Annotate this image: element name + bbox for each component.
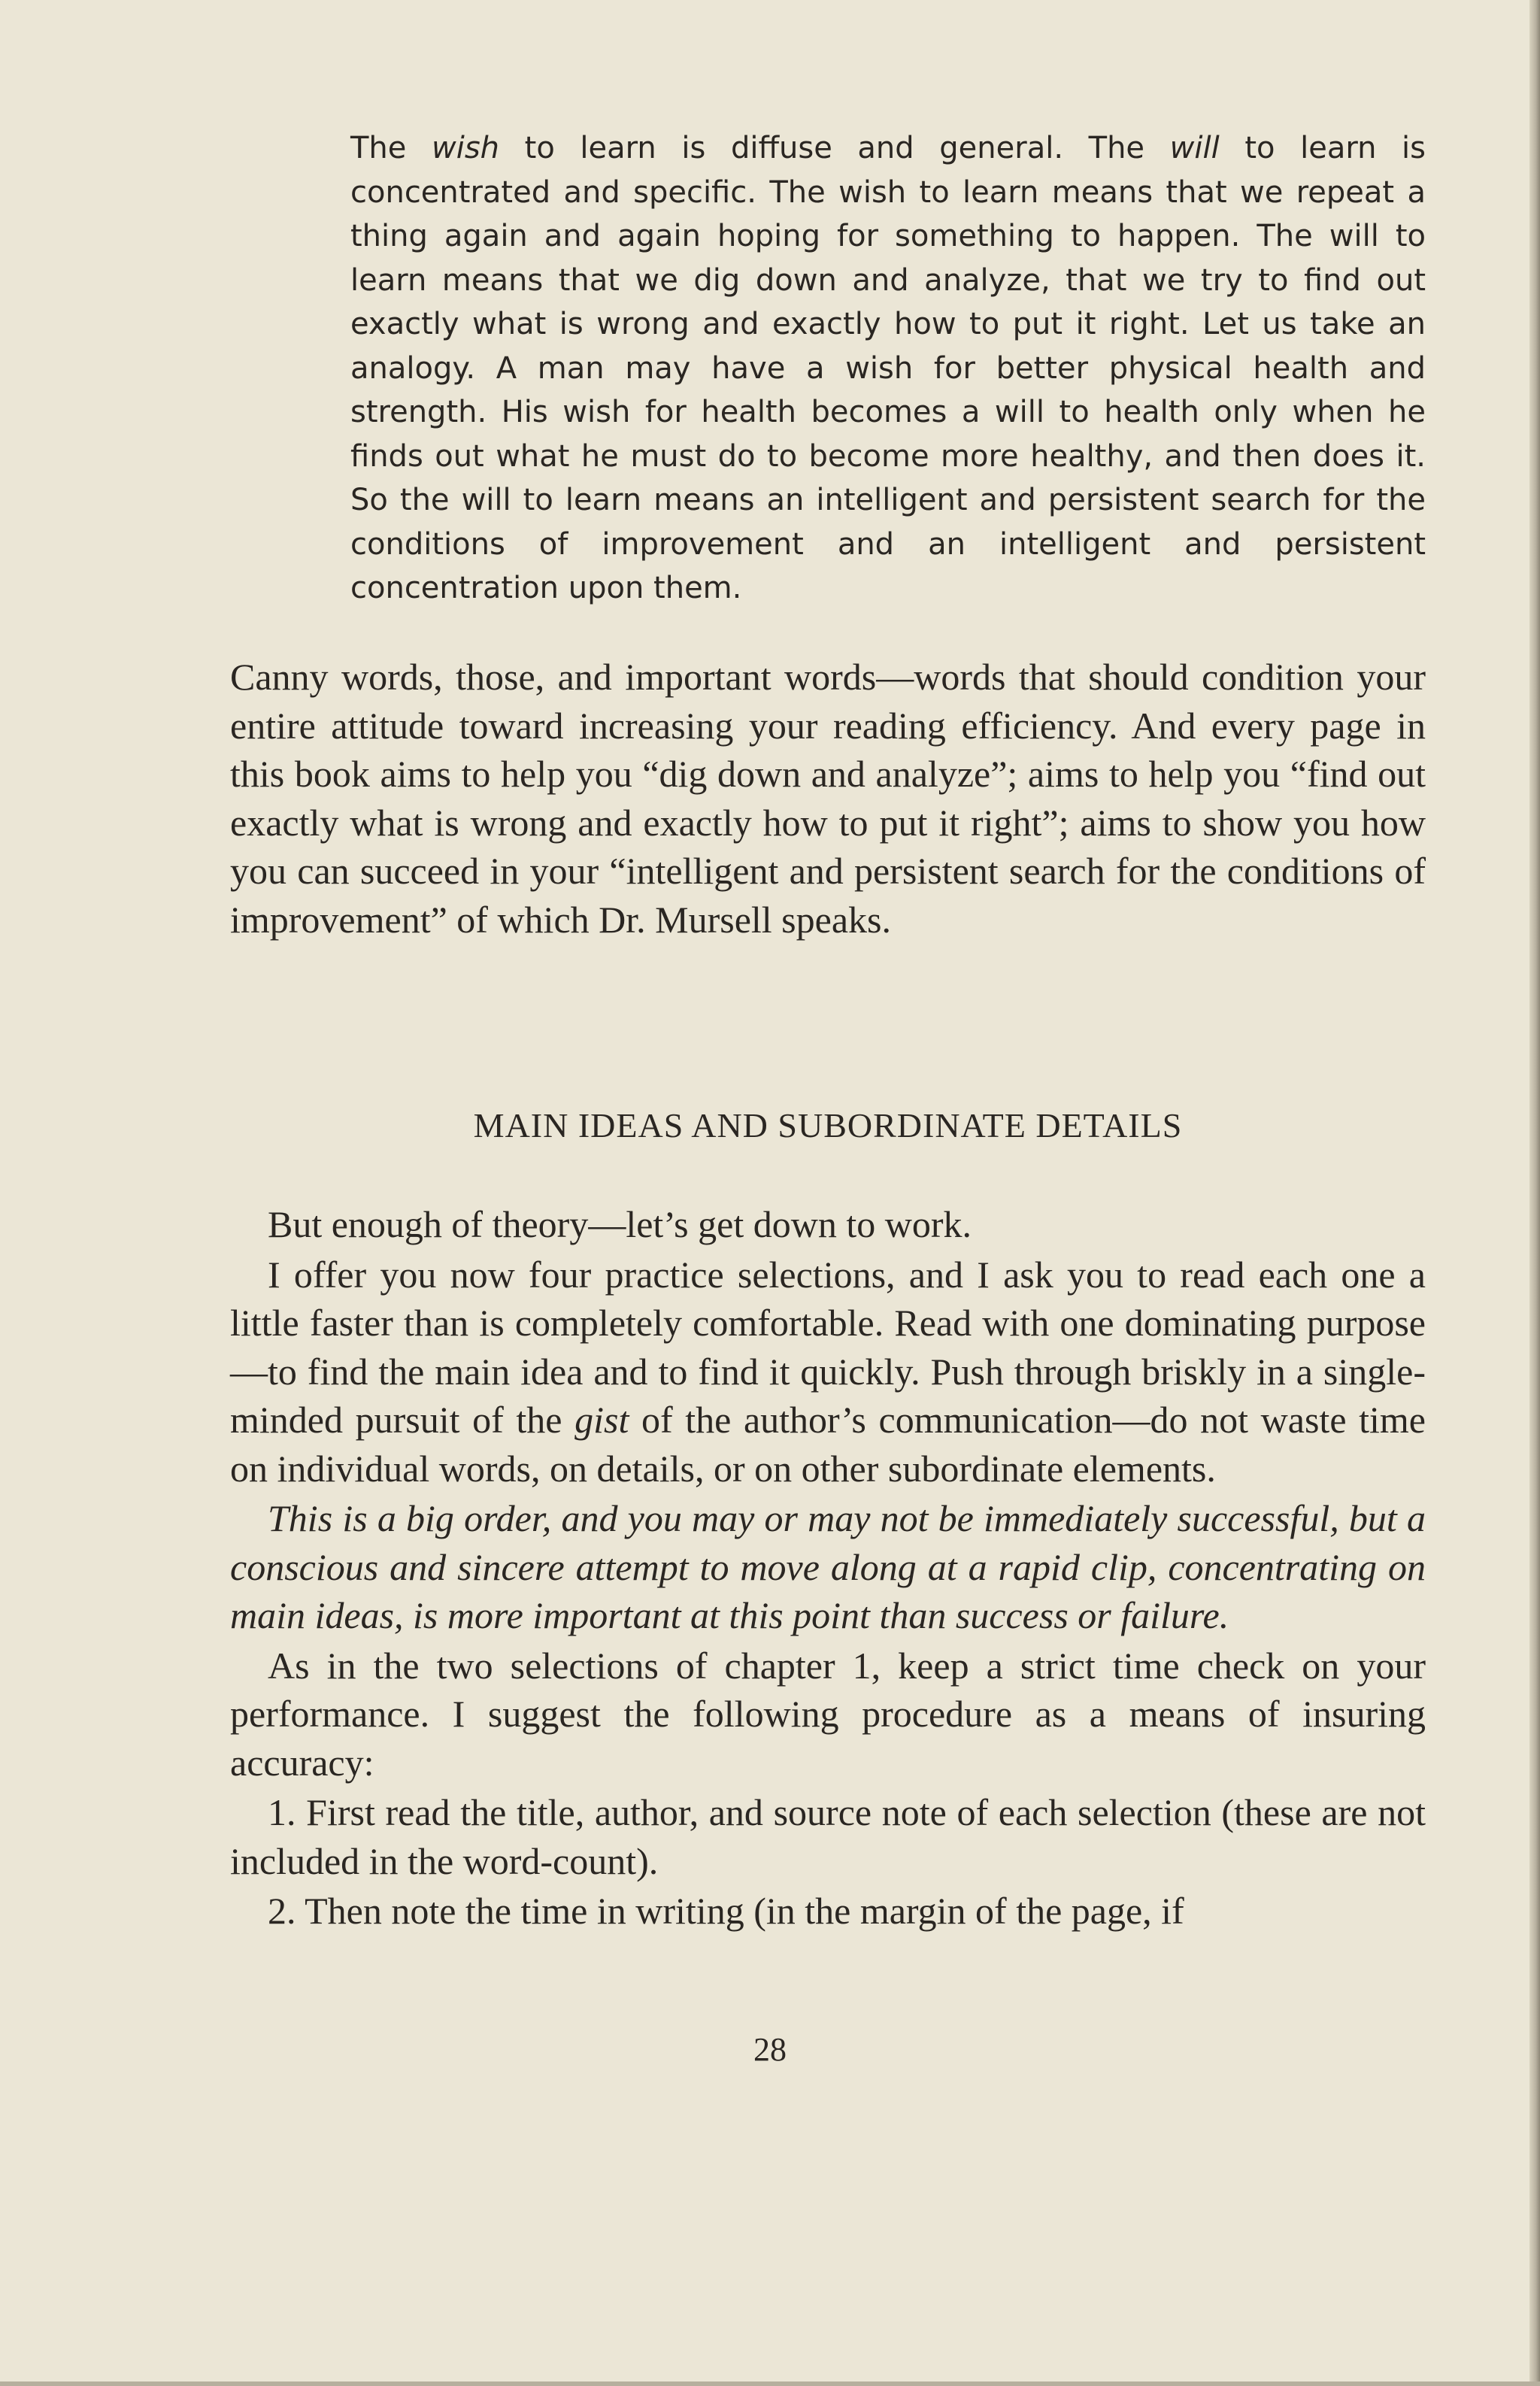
- paragraph-time-check: As in the two selections of chapter 1, keep a strict time check on your performance. I suggest the following procedure as a means of insuring accuracy:: [230, 1644, 1426, 1784]
- quote-seg-3: to learn is diffuse and general. The: [499, 131, 1170, 165]
- quote-seg-5: to learn is concentrated and specific. The wish to learn means that we repeat a thing again and again hoping for something to happen. The will to learn means that we dig down and analyze, that we try to find out exactly what is wrong and exactly how to put it right. Let us take an analogy. A man may have a wish for better physical health and strength. His wish for health becomes a will to health only when he finds out what he must do to become more healthy, and then does it. So the will to learn means an intelligent and persistent search for the conditions of improvement and an intelligent and persistent concentration upon them.: [350, 131, 1426, 605]
- quote-seg-wish: wish: [432, 131, 500, 165]
- page-edge-right: [1529, 0, 1540, 2386]
- quote-seg-1: The: [350, 131, 432, 165]
- paragraph-offer: [230, 1251, 1426, 1493]
- paragraph-big-order: This is a big order, and you may or may not be immediately successful, but a conscious and sincere attempt to move along at a rapid clip, concentrating on main ideas, is more important at this point than success or failure.: [230, 1497, 1426, 1636]
- page-edge-bottom: [0, 2381, 1540, 2386]
- paragraph-theory: But enough of theory—let’s get down to work.: [268, 1203, 972, 1245]
- offer-seg-3: of the author’s communication—do not waste time on individual words, on details, or on other subordinate elements.: [230, 1399, 1426, 1490]
- procedure-step-2: 2. Then note the time in writing (in the margin of the page, if: [268, 1890, 1184, 1932]
- offer-seg-1: I offer you now four practice selections, and I ask you to read each one a little faster than is completely comfortable. Read with one dominating purpose—to find the main idea and to find it quickly. Push through briskly in a single-minded pursuit of the: [230, 1253, 1426, 1441]
- block-quote: [350, 126, 1426, 611]
- section-heading: MAIN IDEAS AND SUBORDINATE DETAILS: [473, 1106, 1183, 1144]
- offer-seg-gist: gist: [574, 1399, 629, 1441]
- section-body: [230, 1200, 1426, 1937]
- paragraph-canny-words: Canny words, those, and important words—words that should condition your entire attitude toward increasing your reading efficiency. And every page in this book aims to help you “dig down and analyze”; aims to help you “find out exactly what is wrong and exactly how to put it right”; aims to show you how you can succeed in your “intelligent and persistent search for the conditions of improvement” of which Dr. Mursell speaks.: [230, 656, 1426, 941]
- procedure-step-1: 1. First read the title, author, and source note of each selection (these are not included in the word-count).: [230, 1791, 1426, 1882]
- page-number: 28: [753, 2031, 787, 2068]
- quote-seg-will: will: [1169, 131, 1220, 165]
